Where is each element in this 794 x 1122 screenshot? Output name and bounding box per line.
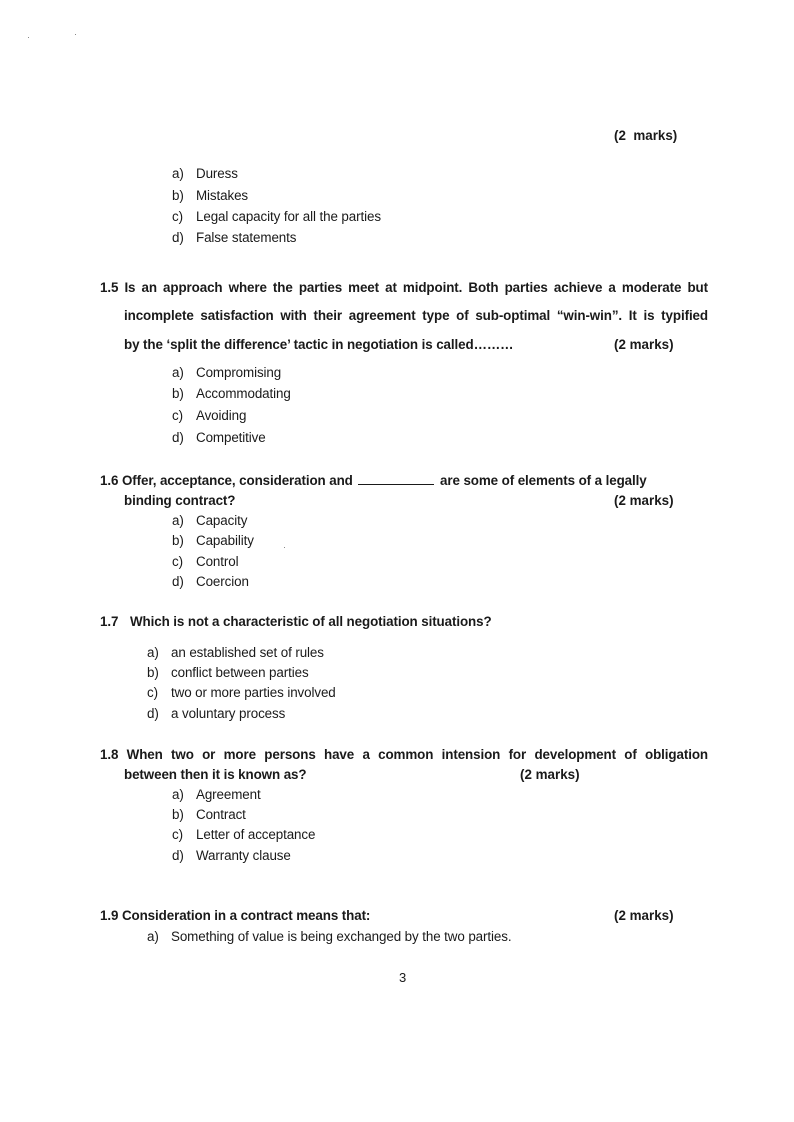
option-b: b) conflict between parties: [147, 665, 309, 680]
question-1-6-line2: binding contract?: [124, 493, 236, 508]
question-1-8-marks: (2 marks): [520, 767, 580, 782]
question-1-6-marks: (2 marks): [614, 493, 674, 508]
option-a: a) Compromising: [172, 365, 282, 380]
question-1-8-line1: 1.8 When two or more persons have a common intension for development of obligation: [100, 747, 708, 762]
scan-speck: [28, 37, 29, 38]
question-1-6-line1: 1.6 Offer, acceptance, consideration and are some of elements of a legally: [100, 473, 647, 488]
option-c: c) two or more parties involved: [147, 685, 336, 700]
question-1-9-text: 1.9 Consideration in a contract means that:: [100, 908, 371, 923]
page-number: 3: [399, 970, 407, 985]
option-a: a) Duress: [172, 166, 238, 181]
option-d: d) a voluntary process: [147, 706, 286, 721]
question-1-5-line3: by the ‘split the difference’ tactic in negotiation is called………: [124, 337, 514, 352]
question-1-5-line2: incomplete satisfaction with their agreement type of sub-optimal “win-win”. It is typified: [124, 308, 708, 323]
option-b: b) Contract: [172, 807, 246, 822]
option-a: a) Something of value is being exchanged by the two parties.: [147, 929, 512, 944]
scan-speck: [75, 34, 76, 35]
option-a: a) an established set of rules: [147, 645, 324, 660]
option-c: c) Legal capacity for all the parties: [172, 209, 381, 224]
question-1-9-marks: (2 marks): [614, 908, 674, 923]
option-d: d) Coercion: [172, 574, 249, 589]
option-c: c) Avoiding: [172, 408, 247, 423]
option-b: b) Capability: [172, 533, 254, 548]
option-a: a) Capacity: [172, 513, 248, 528]
prev-question-marks: (2 marks): [614, 128, 678, 143]
question-1-5-marks: (2 marks): [614, 337, 674, 352]
option-d: d) Competitive: [172, 430, 266, 445]
scan-speck: [284, 547, 285, 548]
option-d: d) False statements: [172, 230, 297, 245]
question-1-8-line2: between then it is known as?: [124, 767, 307, 782]
option-b: b) Mistakes: [172, 188, 249, 203]
question-1-7-text: 1.7 Which is not a characteristic of all negotiation situations?: [100, 614, 492, 629]
question-1-5-line1: 1.5 Is an approach where the parties meet at midpoint. Both parties achieve a moderate but: [100, 280, 708, 295]
option-b: b) Accommodating: [172, 386, 291, 401]
option-c: c) Letter of acceptance: [172, 827, 316, 842]
option-c: c) Control: [172, 554, 239, 569]
option-d: d) Warranty clause: [172, 848, 291, 863]
answer-blank: [358, 473, 434, 485]
option-a: a) Agreement: [172, 787, 261, 802]
